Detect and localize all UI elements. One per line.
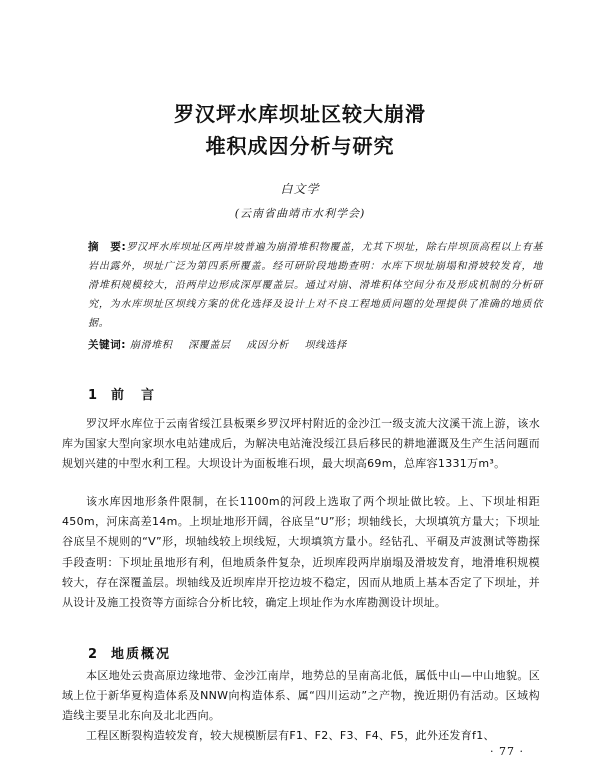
section-title: 前 言: [111, 388, 157, 403]
paragraph-3: [62, 666, 540, 727]
keywords: [88, 336, 543, 352]
paper-title-line2: 堆积成因分析与研究: [205, 134, 395, 158]
section-title: 地质概况: [111, 647, 172, 662]
author-affiliation: (云南省曲靖市水利学会): [234, 207, 366, 220]
page-number: · 77 ·: [490, 745, 524, 758]
paragraph-text: 工程区断裂构造较发育，较大规模断层有F1、F2、F3、F4、F5，此外还发育f1、: [86, 729, 495, 742]
abstract-label: 摘 要:: [88, 241, 127, 253]
keyword: 成因分析: [246, 340, 289, 351]
paragraph-text: 罗汉坪水库位于云南省绥江县板栗乡罗汉坪村附近的金沙江一级支流大汶溪干流上游，该水库为国家大型向家坝水电站建成后，为解决电站淹没绥江县后移民的耕地灌溉及生产生活问题而规划兴建的中型水利工程。大坝设计为面板堆石坝，最大坝高69m，总库容1331万m³。: [62, 417, 540, 471]
section-heading-geology: [88, 643, 171, 662]
section-number: 1: [88, 388, 100, 403]
paper-title-line1: 罗汉坪水库坝址区较大崩滑: [174, 102, 426, 126]
section-heading-introduction: [88, 384, 156, 403]
paragraph-4: [62, 726, 540, 748]
section-number: 2: [88, 647, 100, 662]
author-name: 白文学: [280, 182, 320, 196]
paragraph-2: [62, 492, 540, 613]
paragraph-text: 该水库因地形条件限制，在长1100m的河段上选取了两个坝址做比较。上、下坝址相距450m，河床高差14m。上坝址地形开阔，谷底呈“U”形；坝轴线长，大坝填筑方量大；下坝址谷底呈不规则的“V”形，坝轴线较上坝线短，大坝填筑方量小。经钻孔、平硐及声波测试等勘探手段查明：下坝址虽地形有利，但地质条件复杂，近坝库段两岸崩塌及滑坡发育，地滑堆积规模较大，存在深覆盖层。坝轴线及近坝库岸开挖边坡不稳定，因而从地质上基本否定了下坝址，并从设计及施工投资等方面综合分析比较，确定上坝址作为水库勘测设计坝址。: [62, 495, 540, 610]
paragraph-1: [62, 414, 540, 475]
keywords-label: 关键词:: [88, 339, 127, 351]
keyword: 坝线选择: [304, 340, 347, 351]
keyword: 深覆盖层: [188, 340, 231, 351]
keyword: 崩滑堆积: [129, 340, 173, 351]
abstract-text: 罗汉坪水库坝址区两岸坡普遍为崩滑堆积物覆盖，尤其下坝址，除右岸坝顶高程以上有基岩出露外，坝址广泛为第四系所覆盖。经可研阶段地勘查明：水库下坝址崩塌和滑坡较发育，地滑堆积规模较大，沿两岸边形成深厚覆盖层。通过对崩、滑堆积体空间分布及形成机制的分析研究，为水库坝址区坝线方案的优化选择及设计上对不良工程地质问题的处理提供了准确的地质依据。: [88, 242, 543, 329]
paragraph-text: 本区地处云贵高原边缘地带、金沙江南岸，地势总的呈南高北低，属低中山—中山地貌。区域上位于新华夏构造体系及NNW向构造体系、属“四川运动”之产物，挽近期仍有活动。区域构造线主要呈北东向及北北西向。: [62, 669, 540, 723]
abstract: [88, 238, 543, 333]
